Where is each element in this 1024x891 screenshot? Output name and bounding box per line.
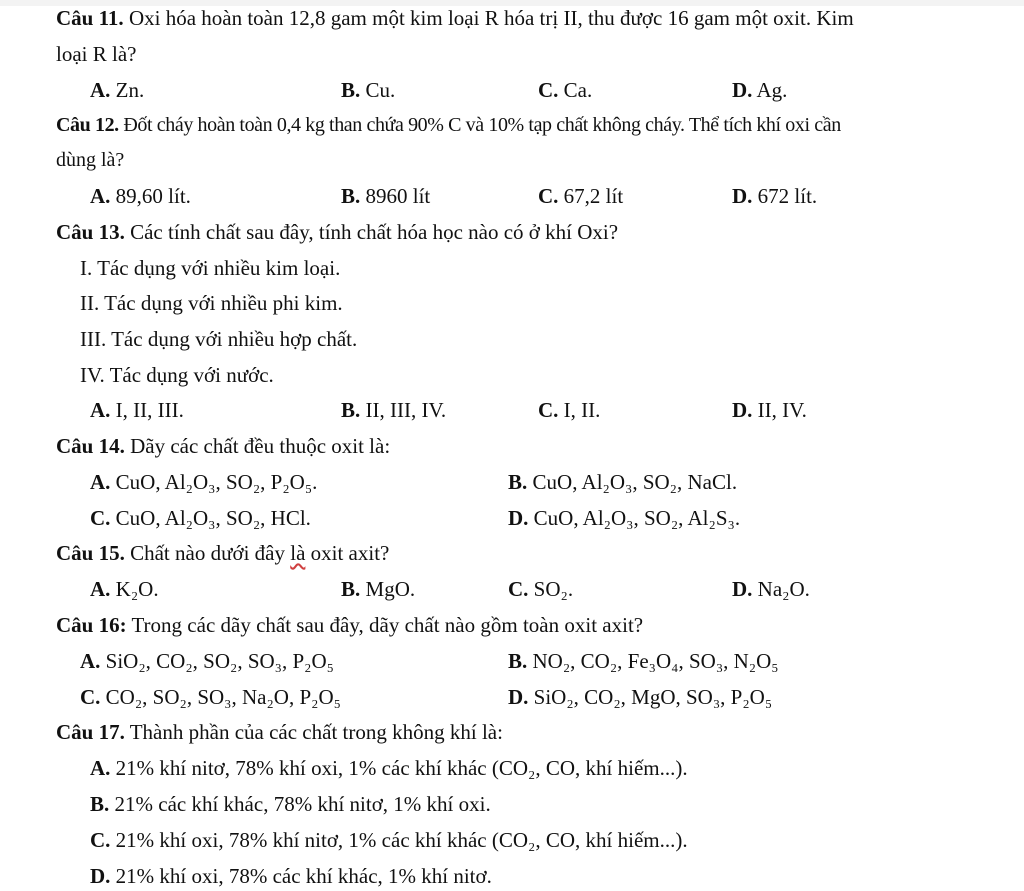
q15-option-c[interactable]: C. SO₂.: [508, 577, 574, 601]
q11-label: Câu 11.: [56, 6, 124, 30]
q15-stem: Câu 15. Chất nào dưới đây là oxit axit?: [56, 541, 390, 565]
q15-option-a[interactable]: A. K₂O.: [90, 577, 159, 601]
q12-stem-line2: dùng là?: [56, 149, 125, 171]
q13-option-c[interactable]: C. I, II.: [538, 398, 601, 422]
q16-option-d[interactable]: D. SiO₂, CO₂, MgO, SO₃, P₂O₅: [508, 685, 773, 709]
q17-label: Câu 17.: [56, 720, 125, 744]
q15-option-d[interactable]: D. Na₂O.: [732, 577, 810, 601]
q12-option-b[interactable]: B. 8960 lít: [341, 184, 431, 208]
q14-option-d[interactable]: D. CuO, Al₂O₃, SO₂, Al₂S₃.: [508, 506, 741, 530]
q13-statement-1: I. Tác dụng với nhiều kim loại.: [80, 256, 341, 280]
q16-stem: Câu 16: Trong các dãy chất sau đây, dãy chất nào gồm toàn oxit axit?: [56, 613, 644, 637]
q12-stem-line1: Câu 12. Đốt cháy hoàn toàn 0,4 kg than chứa 90% C và 10% tạp chất không cháy. Thể tích khí oxi cần: [56, 114, 841, 136]
q17-option-b[interactable]: B. 21% các khí khác, 78% khí nitơ, 1% khí oxi.: [90, 792, 491, 816]
spellcheck-underline: là: [290, 541, 306, 565]
q17-option-a[interactable]: A. 21% khí nitơ, 78% khí oxi, 1% các khí khác (CO₂, CO, khí hiếm...).: [90, 756, 688, 780]
q13-stem: Câu 13. Các tính chất sau đây, tính chất hóa học nào có ở khí Oxi?: [56, 220, 619, 244]
q17-option-c[interactable]: C. 21% khí oxi, 78% khí nitơ, 1% các khí khác (CO₂, CO, khí hiếm...).: [90, 828, 688, 852]
q13-label: Câu 13.: [56, 220, 125, 244]
q16-option-c[interactable]: C. CO₂, SO₂, SO₃, Na₂O, P₂O₅: [80, 685, 341, 709]
q12-option-d[interactable]: D. 672 lít.: [732, 184, 818, 208]
q11-option-c[interactable]: C. Ca.: [538, 78, 593, 102]
q15-option-b[interactable]: B. MgO.: [341, 577, 416, 601]
q11-stem-line2: loại R là?: [56, 42, 137, 66]
q13-option-b[interactable]: B. II, III, IV.: [341, 398, 447, 422]
q11-option-d[interactable]: D. Ag.: [732, 78, 788, 102]
q17-option-d[interactable]: D. 21% khí oxi, 78% các khí khác, 1% khí nitơ.: [90, 864, 492, 888]
q11-option-a[interactable]: A. Zn.: [90, 78, 145, 102]
q13-option-a[interactable]: A. I, II, III.: [90, 398, 184, 422]
q15-label: Câu 15.: [56, 541, 125, 565]
q14-label: Câu 14.: [56, 434, 125, 458]
q14-option-c[interactable]: C. CuO, Al₂O₃, SO₂, HCl.: [90, 506, 311, 530]
q11-option-b[interactable]: B. Cu.: [341, 78, 396, 102]
q12-option-c[interactable]: C. 67,2 lít: [538, 184, 624, 208]
q14-option-a[interactable]: A. CuO, Al₂O₃, SO₂, P₂O₅.: [90, 470, 318, 494]
q12-label: Câu 12.: [56, 114, 119, 136]
q16-label: Câu 16:: [56, 613, 127, 637]
q13-option-d[interactable]: D. II, IV.: [732, 398, 807, 422]
q13-statement-4: IV. Tác dụng với nước.: [80, 363, 274, 387]
q11-stem-line1: Câu 11. Oxi hóa hoàn toàn 12,8 gam một kim loại R hóa trị II, thu được 16 gam một oxit. Kim: [56, 6, 854, 30]
q14-stem: Câu 14. Dãy các chất đều thuộc oxit là:: [56, 434, 391, 458]
q17-stem: Câu 17. Thành phần của các chất trong không khí là:: [56, 720, 503, 744]
q12-option-a[interactable]: A. 89,60 lít.: [90, 184, 191, 208]
q14-option-b[interactable]: B. CuO, Al₂O₃, SO₂, NaCl.: [508, 470, 738, 494]
q16-option-b[interactable]: B. NO₂, CO₂, Fe₃O₄, SO₃, N₂O₅: [508, 649, 779, 673]
q13-statement-2: II. Tác dụng với nhiều phi kim.: [80, 291, 343, 315]
q16-option-a[interactable]: A. SiO₂, CO₂, SO₂, SO₃, P₂O₅: [80, 649, 334, 673]
q13-statement-3: III. Tác dụng với nhiều hợp chất.: [80, 327, 358, 351]
